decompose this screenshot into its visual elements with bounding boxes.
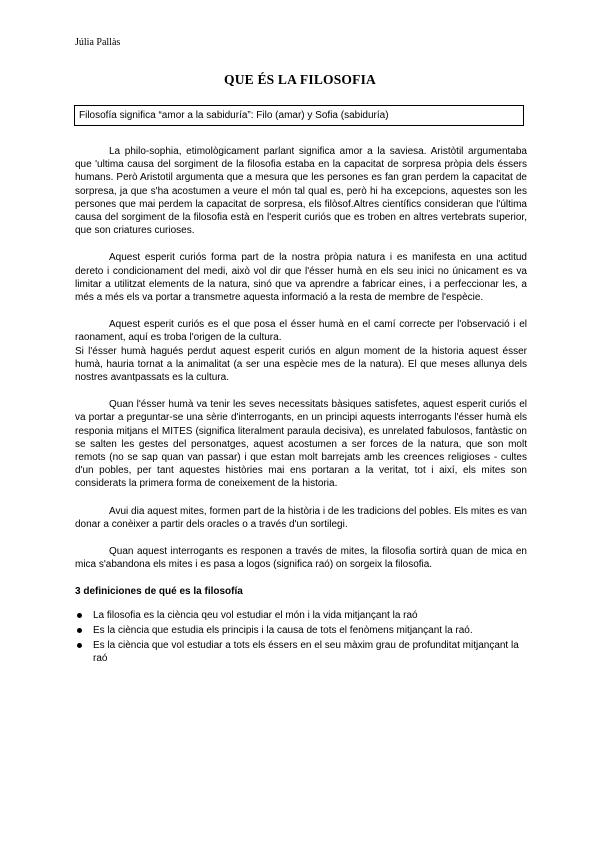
list-item: Es la ciència que estudia els principis i la causa de tots el fenòmens mitjançant la raó.	[93, 624, 527, 637]
definitions-heading: 3 definiciones de qué es la filosofía	[75, 586, 243, 598]
paragraph: Avui dia aquest mites, formen part de la història i de les tradicions del pobles. Els mites es van donar a conèixer a partir dels oracles o a través d'un sortilegi.	[75, 505, 527, 530]
paragraph: Si l'ésser humà hagués perdut aquest esperit curiós en algun moment de la historia aquest ésser humà, hauria tornat a la animalitat (a ser una espècie mes de la natura). El que meses allunya dels nostres avantpassats es la cultura.	[75, 345, 527, 384]
list-item: La filosofia es la ciència qeu vol estudiar el món i la vida mitjançant la raó	[93, 609, 527, 622]
document-body	[75, 145, 527, 668]
author-header: Júlia Pallàs	[75, 37, 121, 48]
paragraph: Aquest esperit curiós es el que posa el ésser humà en el camí correcte per l'observació i el raonament, aquí es troba l'origen de la cultura.	[75, 319, 527, 344]
boxed-definition: Filosofía significa “amor a la sabiduría”: Filo (amar) y Sofia (sabiduría)	[74, 105, 524, 126]
list-item: Es la ciència que vol estudiar a tots els éssers en el seu màxim grau de profunditat mitjançant la raó	[93, 639, 527, 665]
paragraph: La philo-sophia, etimològicament parlant significa amor a la saviesa. Aristòtil argumentaba que 'ultima causa del sorgiment de la filosofia estaba en la capacitat de sorpresa pròpia dels éssers humans. Però Aristotil argumenta que a mesura que les persones es fan gran perdem la capacitat de sorpresa, ja que s'ha acostumen a veure el món tal qual es, però hi ha excepcions, aquestes son les persones que mai perdem la capacitat de sorpresa, els filòsof.Altres científics consideran que l'última causa del sorgiment de la filosofia està en l'esperit curiós que es troben en altres vertebrats superior, que son criatures curioses.	[75, 146, 527, 237]
paragraph: Aquest esperit curiós forma part de la nostra pròpia natura i es manifesta en una actitud dereto i condicionament del medi, això vol dir que l'ésser humà en els seu inici no únicament es va limitar a utilitzat elements de la natura, sinó que va aprendre a fabricar eines, i a perfeccionar les, a més a més els va portar a transmetre aquesta informació a la resta de membre de l'espècie.	[75, 252, 527, 304]
page-title: QUE ÉS LA FILOSOFIA	[224, 72, 376, 87]
definitions-list	[75, 609, 527, 666]
paragraph: Quan l'ésser humà va tenir les seves necessitats bàsiques satisfetes, aquest esperit curiós el va portar a preguntar-se una sèrie d'interrogants, en un principi aquests interrogants l'ésser humà els responia mitjans el MITES (significa literalment paraula decisiva), es unrelated fabulosos, fantàstic on se salten les gestes del personatges, aquest acostumen a ser forces de la natura, que son molt remots (no se sap quan van passar) i que estan molt barrejats amb les creences religioses - cultes d'un pobles, per tant aquestes històries mai ens portaran a la veritat, tot i així, els mites son considerats la primera forma de coneixement de la historia.	[75, 399, 527, 490]
paragraph: Quan aquest interrogants es responen a través de mites, la filosofia sortirà quan de mica en mica s'abandona els mites i es pasa a logos (significa raó) on sorgeix la filosofia.	[75, 546, 527, 571]
